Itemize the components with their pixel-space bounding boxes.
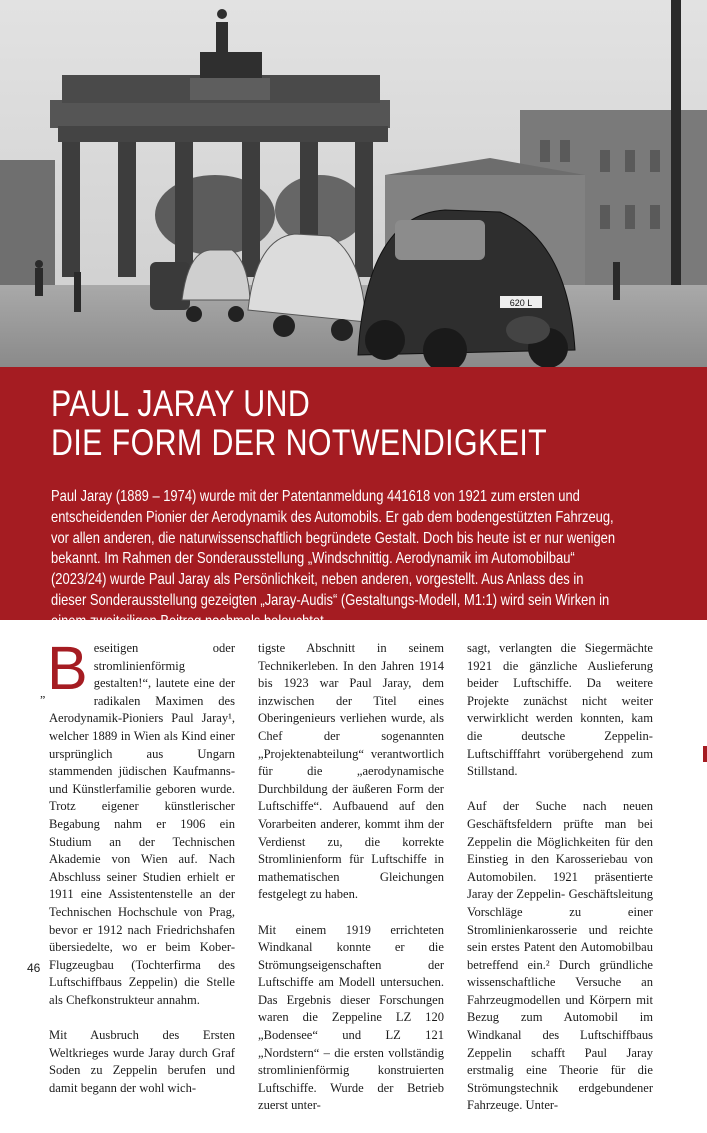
edge-marker xyxy=(703,746,707,762)
historic-photo-brandenburg-gate-cars xyxy=(0,0,707,367)
title-line-1: PAUL JARAY UND xyxy=(51,383,311,424)
page-number: 46 xyxy=(27,961,41,975)
paragraph-text: eseitigen oder stromlinienförmig gestalten!“, lautete eine der radikalen Maximen des Aerodynamik-Pioniers Paul Jaray¹, welcher 1889 in Wien als Kind einer ursprünglich aus Ungarn stammenden jüdischen Kaufmanns- und Künstlerfamilie geboren wurde. Trotz eigener künstlerischer Begabung nahm er 1906 ein Studium an der Technischen Akademie von Wien auf. Nach Abschluss seiner Studien erhielt er 1911 eine Assistentenstelle an der Technischen Hochschule von Prag, bevor er 1912 nach Friedrichshafen übersiedelte, wo er beim Kober-Flugzeugbau (Tochterfirma des Luftschiffbaus Zeppelin) die Stelle als Chefkonstrukteur annahm. xyxy=(49,641,235,1007)
article-intro: Paul Jaray (1889 – 1974) wurde mit der Patentanmeldung 441618 von 1921 zum ersten und entscheidenden Pionier der Aerodynamik des Automobils. Er gab dem bodengestützten Fahrzeug, vor allen anderen, die naturwissenschaftlich begründete Gestalt. Doch bis heute ist er nur wenigen bekannt. Im Rahmen der Sonderausstellung „Windschnittig. Aerodynamik im Automobilbau“ (2023/24) wurde Paul Jaray als Persönlichkeit, neben anderen, vorgestellt. Aus Anlass des in dieser Sonderausstellung gezeigten „Jaray-Audis“ (Gestaltungs-Modell, M1:1) wird sein Wirken in einem zweiteiligen Beitrag nochmals beleuchtet. xyxy=(51,488,616,630)
paragraph: Mit einem 1919 errichteten Windkanal konnte er die Strömungseigenschaften der Luftschiffe am Modell untersuchen. Das Ergebnis dieser Forschungen waren die Zeppeline LZ 120 „Bodensee“ und LZ 121 „Nordstern“ – die ersten vollständig stromlinienförmig konstruierten Luftschiffe. Wurde der Betrieb zuerst unter- xyxy=(258,922,444,1113)
license-plate: 620 L xyxy=(509,298,533,308)
hero-photo xyxy=(0,0,707,367)
article-column-3 xyxy=(467,640,653,1133)
paragraph xyxy=(47,634,235,1009)
paragraph: tigste Abschnitt in seinem Technikerleben. In den Jahren 1914 bis 1923 war Paul Jaray, dem inzwischen der Titel eines Oberingenieurs verliehen wurde, als Chef der sogenannten „Projektenabteilung“ verantwortlich für die „aerodynamische Durchbildung der äußeren Form der Luftschiffe“. Aufbauend auf den Vorarbeiten anderer, kommt ihm der Verdienst zu, die korrekte Stromlinienform für Luftschiffe in mathematischen Gleichungen festgelegt zu haben. xyxy=(258,641,444,902)
paragraph: Auf der Suche nach neuen Geschäftsfeldern prüfte man bei Zeppelin die Möglichkeiten für den Einstieg in den Karosseriebau von Automobilen. 1921 präsentierte Jaray der Zeppelin- Geschäftsleitung Vorschläge zu einer Stromlinienkarosserie und reichte sein erstes Patent den Automobilbau betreffend ein.² Durch gründliche wissenschaftliche Versuche an Fahrzeugmodellen und Körpern mit Bezug zum Automobil im Windkanal des Luftschiffbaus Zeppelin schafft Paul Jaray erstmalig eine Theorie für die Strömungstechnik erdgebundener Fahrzeuge. Unter- xyxy=(467,799,653,1113)
article-column-1 xyxy=(47,634,235,1115)
title-line-2: DIE FORM DER NOTWENDIGKEIT xyxy=(51,422,548,463)
paragraph: Mit Ausbruch des Ersten Weltkrieges wurde Jaray durch Graf Soden zu Zeppelin berufen und damit begann der wohl wich- xyxy=(49,1028,235,1095)
article-title xyxy=(51,384,547,462)
drop-cap: B xyxy=(47,634,88,702)
article-column-2 xyxy=(258,640,444,1133)
paragraph: sagt, verlangten die Siegermächte 1921 die gänzliche Auslieferung beider Luftschiffe. Da weitere Projekte zunächst nicht weiter verwirklicht werden konnten, kam die deutsche Zeppelin-Luftschifffahrt vorübergehend zum Stillstand. xyxy=(467,641,653,779)
side-quote-mark: „ xyxy=(40,686,46,700)
